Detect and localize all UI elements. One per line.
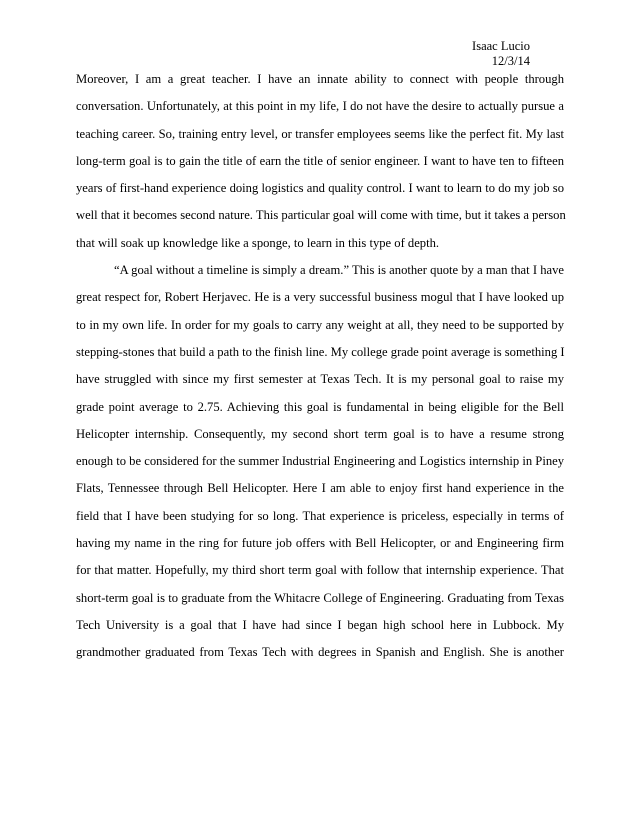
text-line: teaching career. So, training entry level, or transfer employees seems like the perfect fit. My last	[76, 126, 564, 141]
page-header	[472, 39, 530, 69]
text-line: short-term goal is to graduate from the Whitacre College of Engineering. Graduating from Texas	[76, 590, 564, 605]
text-line: to in my own life. In order for my goals to carry any weight at all, they need to be supported by	[76, 317, 564, 332]
author-name: Isaac Lucio	[472, 39, 530, 53]
text-line: for that matter. Hopefully, my third short term goal with follow that internship experience. That	[76, 563, 564, 578]
text-line: stepping-stones that build a path to the finish line. My college grade point average is something I	[76, 344, 565, 359]
text-line: Flats, Tennessee through Bell Helicopter. Here I am able to enjoy first hand experience in the	[76, 481, 564, 496]
text-line: Helicopter internship. Consequently, my second short term goal is to have a resume strong	[76, 426, 564, 441]
text-line: Tech University is a goal that I have had since I began high school here in Lubbock. My	[76, 617, 564, 632]
text-line: grade point average to 2.75. Achieving this goal is fundamental in being eligible for the Bell	[76, 399, 564, 414]
text-line: having my name in the ring for future job offers with Bell Helicopter, or and Engineering firm	[76, 536, 564, 551]
text-line: field that I have been studying for so long. That experience is priceless, especially in terms of	[76, 508, 564, 523]
text-line: long-term goal is to gain the title of earn the title of senior engineer. I want to have ten to fifteen	[76, 153, 564, 168]
text-line: enough to be considered for the summer Industrial Engineering and Logistics internship in Piney	[76, 454, 564, 469]
text-line: well that it becomes second nature. This particular goal will come with time, but it takes a person	[76, 208, 566, 223]
text-line: grandmother graduated from Texas Tech with degrees in Spanish and English. She is another	[76, 645, 564, 660]
paragraph-end-line: that will soak up knowledge like a sponge, to learn in this type of depth.	[76, 235, 440, 250]
paragraph-start-line: “A goal without a timeline is simply a dream.” This is another quote by a man that I have	[114, 263, 564, 278]
text-line: great respect for, Robert Herjavec. He is a very successful business mogul that I have looked up	[76, 290, 564, 305]
body-text	[76, 72, 564, 673]
text-line: Moreover, I am a great teacher. I have an innate ability to connect with people through	[76, 72, 564, 86]
document-date: 12/3/14	[491, 54, 530, 68]
text-line: have struggled with since my first semester at Texas Tech. It is my personal goal to raise my	[76, 372, 564, 387]
text-line: years of first-hand experience doing logistics and quality control. I want to learn to do my job so	[76, 181, 564, 196]
text-line: conversation. Unfortunately, at this point in my life, I do not have the desire to actually pursue a	[76, 99, 564, 114]
